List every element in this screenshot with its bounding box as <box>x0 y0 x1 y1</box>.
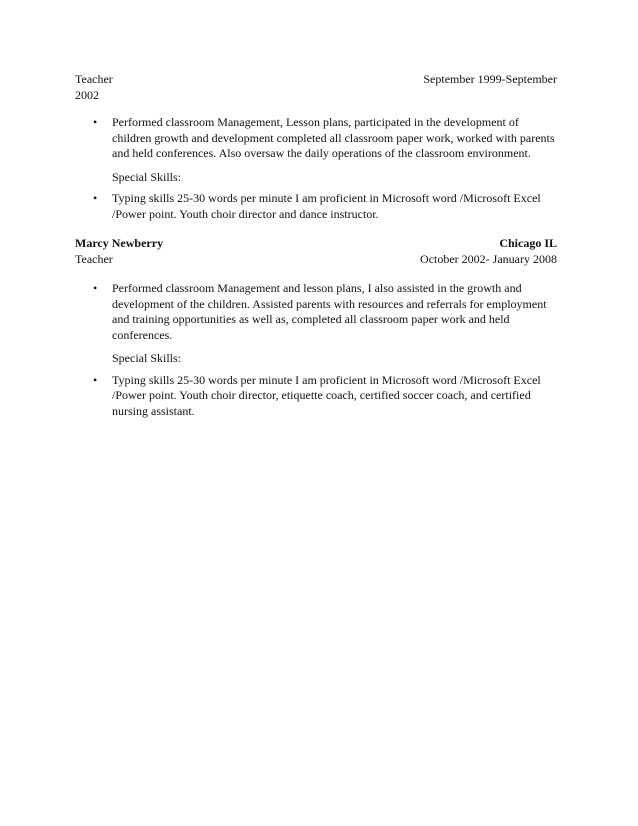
job2-location: Chicago IL <box>499 236 557 250</box>
job2-bullet-list <box>75 281 557 343</box>
job1-skills-list <box>75 191 557 222</box>
job1-bullet-list <box>75 115 557 162</box>
job1-skills-text: Typing skills 25-30 words per minute I am proficient in Microsoft word /Microsoft Excel /Power point. Youth choir director and dance instructor. <box>112 191 541 221</box>
bullet-icon: • <box>93 115 98 129</box>
job-section-2 <box>75 236 557 419</box>
job2-skills-list <box>75 373 557 420</box>
job1-header-row <box>75 72 557 88</box>
job1-dates-continued: 2002 <box>75 87 99 102</box>
bullet-icon: • <box>93 281 98 295</box>
job2-duties-bullet <box>75 281 557 343</box>
bullet-icon: • <box>93 372 98 387</box>
job1-duties-bullet <box>75 115 557 162</box>
job-section-1 <box>75 72 557 222</box>
job1-duties-text: Performed classroom Management, Lesson plans, participated in the development of children growth and development completed all classroom paper work, worked with parents and held conferences. Also oversaw the daily operations of the classroom environment. <box>112 115 555 160</box>
job1-skills-bullet <box>75 191 557 222</box>
job2-employer: Marcy Newberry <box>75 236 164 250</box>
job2-dates: October 2002- January 2008 <box>420 251 557 266</box>
job2-skills-bullet <box>75 373 557 420</box>
job1-title: Teacher <box>75 72 113 86</box>
job2-title-row <box>75 252 557 268</box>
job2-special-skills-label: Special Skills: <box>112 351 181 365</box>
job1-special-skills-label: Special Skills: <box>112 169 181 184</box>
job2-title: Teacher <box>75 251 113 266</box>
job1-dates: September 1999-September <box>423 72 557 86</box>
bullet-icon: • <box>93 191 98 205</box>
resume-page <box>75 72 557 419</box>
job2-skills-text: Typing skills 25-30 words per minute I am proficient in Microsoft word /Microsoft Excel /Power point. Youth choir director, etiquette coach, certified soccer coach, and certified nursing assistant. <box>112 372 541 418</box>
job2-duties-text: Performed classroom Management and lesson plans, I also assisted in the growth and development of the children. Assisted parents with resources and referrals for employment and training opportunities as well as, completed all classroom paper work and held conferences. <box>112 281 547 342</box>
job2-employer-row <box>75 236 557 252</box>
